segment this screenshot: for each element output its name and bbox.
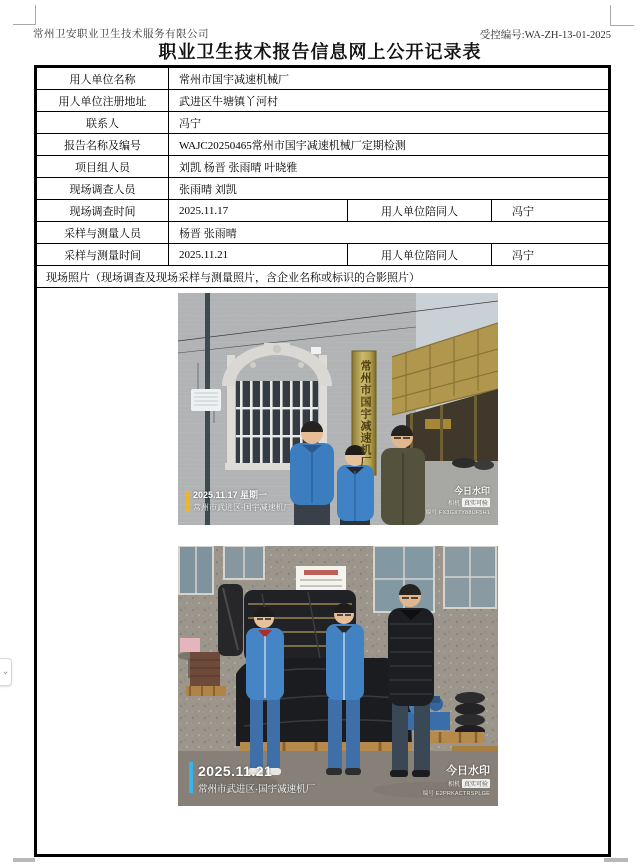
table-row (37, 200, 609, 222)
watermark-camera-label: 相机 (447, 501, 460, 507)
watermark-brand-name: 今日水印 (446, 765, 490, 777)
company-header: 常州卫安职业卫生技术服务有限公司 (33, 29, 209, 40)
watermark-accent-bar (186, 491, 189, 512)
companion-label: 用人单位陪同人 (348, 200, 492, 222)
companion-value: 冯宁 (492, 244, 609, 266)
row-value: 2025.11.21 (169, 244, 348, 266)
table-row (37, 288, 609, 855)
watermark-serial: 编号 E2PRKACTRSPLGE (422, 791, 490, 797)
control-number: 受控编号:WA-ZH-13-01-2025 (479, 30, 611, 41)
watermark-location: 常州市武进区·国宇减速机厂 (198, 784, 316, 795)
row-value: 刘凯 杨晋 张雨晴 叶晓雅 (169, 156, 609, 178)
table-row (37, 68, 609, 90)
watermark-brand-block (426, 484, 490, 516)
record-table (34, 65, 611, 857)
row-value: 冯宁 (169, 112, 609, 134)
row-label: 项目组人员 (37, 156, 169, 178)
row-label: 现场调查时间 (37, 200, 169, 222)
row-label: 现场调查人员 (37, 178, 169, 200)
watermark-accent-bar (189, 762, 193, 793)
page-title: 职业卫生技术报告信息网上公开记录表 (158, 42, 482, 62)
crop-mark-bottom-left (13, 858, 35, 862)
chevron-down-icon: ⌄ (1, 666, 10, 677)
watermark-brand-name: 今日水印 (453, 486, 490, 496)
crop-mark-top-right-h (610, 25, 634, 26)
crop-mark-bottom-right (604, 858, 628, 862)
companion-value: 冯宁 (492, 200, 609, 222)
table-row (37, 156, 609, 178)
table-row (37, 90, 609, 112)
watermark-datetime-block (193, 488, 292, 513)
watermark-datetime-block (198, 763, 315, 795)
crop-mark-top-right-v (610, 5, 611, 26)
table-row (37, 178, 609, 200)
row-value: 2025.11.17 (169, 200, 348, 222)
watermark-camera-label: 相机 (447, 782, 460, 788)
factory-sign-text: 常州市国宇减速机厂 (359, 360, 371, 468)
companion-label: 用人单位陪同人 (348, 244, 492, 266)
photo-cell (37, 288, 609, 855)
row-label: 用人单位名称 (37, 68, 169, 90)
watermark-date: 2025.11.21 (198, 763, 273, 779)
watermark-brand-block (423, 762, 490, 797)
crop-mark-top-left-v (35, 5, 36, 25)
table-row (37, 134, 609, 156)
row-label: 用人单位注册地址 (37, 90, 169, 112)
row-value: 武进区牛塘镇丫河村 (169, 90, 609, 112)
row-label: 采样与测量时间 (37, 244, 169, 266)
row-value: 张雨晴 刘凯 (169, 178, 609, 200)
photo-caption: 现场照片（现场调查及现场采样与测量照片，含企业名称或标识的合影照片） (37, 266, 609, 288)
watermark-date: 2025.11.17 星期一 (193, 490, 268, 500)
table-row (37, 112, 609, 134)
row-value: WAJC20250465常州市国宇减速机械厂定期检测 (169, 134, 609, 156)
row-value: 常州市国宇减速机械厂 (169, 68, 609, 90)
row-label: 采样与测量人员 (37, 222, 169, 244)
photo-field-survey (178, 293, 498, 525)
photo-sampling-measurement (178, 546, 498, 806)
table-row (37, 244, 609, 266)
watermark-serial: 编号 FX3GX7Y88UF5H1 (425, 510, 490, 516)
watermark-verified-badge: 真实可验 (462, 498, 490, 507)
crop-mark-top-left-h (13, 24, 35, 25)
page-side-toggle-button[interactable] (0, 658, 12, 686)
row-label: 报告名称及编号 (37, 134, 169, 156)
watermark-verified-badge: 真实可验 (462, 779, 490, 788)
table-row (37, 266, 609, 288)
table-row (37, 222, 609, 244)
watermark-location: 常州市武进区·国宇减速机厂 (193, 503, 292, 512)
row-value: 杨晋 张雨晴 (169, 222, 609, 244)
row-label: 联系人 (37, 112, 169, 134)
